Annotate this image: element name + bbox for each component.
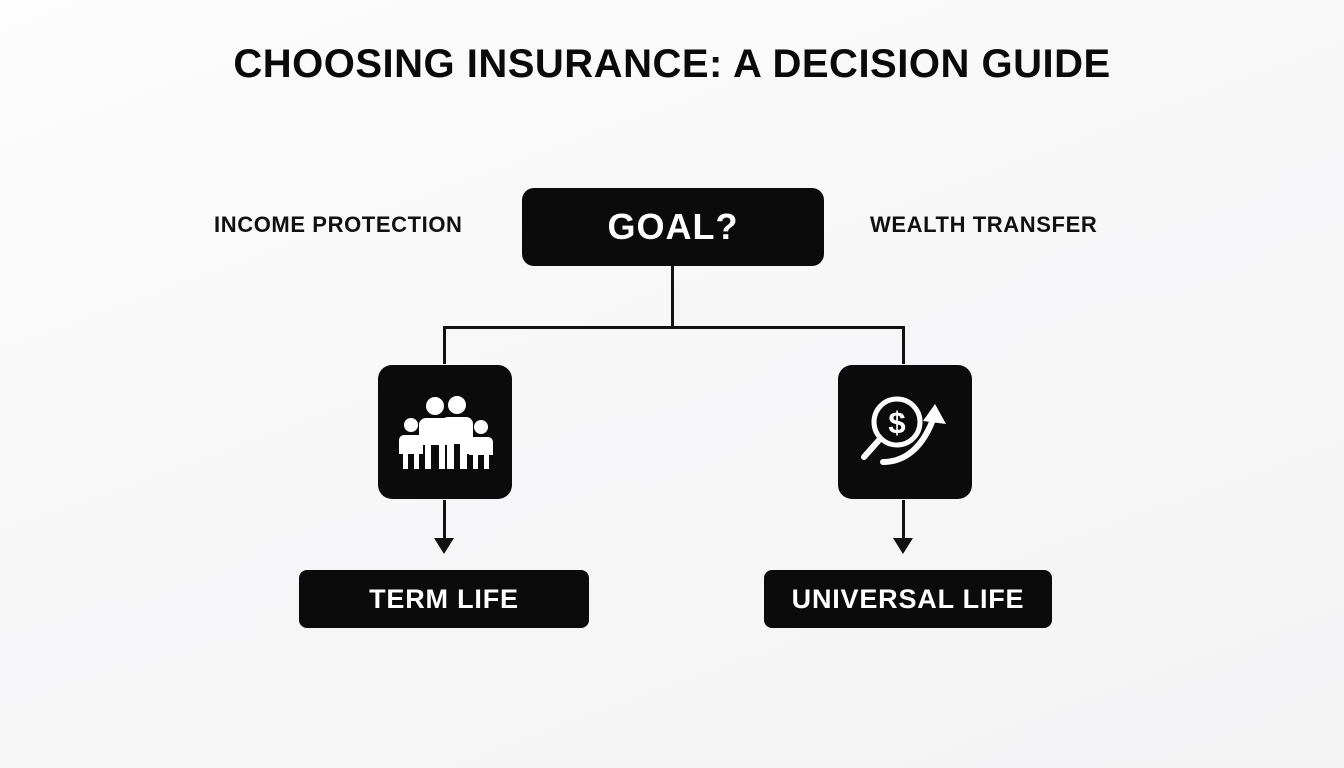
arrow-left-shaft: [443, 500, 446, 542]
money-growth-icon: [857, 388, 953, 476]
leaf-node-term-life[interactable]: [299, 570, 589, 628]
connector-right-drop: [902, 326, 905, 364]
arrow-left-head: [434, 538, 454, 554]
branch-caption-left: INCOME PROTECTION: [214, 212, 463, 237]
money-growth-icon-tile[interactable]: [838, 365, 972, 499]
root-node-label: GOAL?: [607, 206, 739, 247]
arrow-right-head: [893, 538, 913, 554]
branch-caption-right: WEALTH TRANSFER: [870, 212, 1098, 237]
connector-stem: [671, 266, 674, 328]
arrow-right-shaft: [902, 500, 905, 542]
root-node-goal[interactable]: [522, 188, 824, 266]
svg-text:$: $: [888, 405, 906, 440]
leaf-node-label: TERM LIFE: [369, 583, 519, 614]
family-icon-tile[interactable]: [378, 365, 512, 499]
connector-horizontal: [443, 326, 905, 329]
leaf-node-universal-life[interactable]: [764, 570, 1052, 628]
connector-left-drop: [443, 326, 446, 364]
page-title: CHOOSING INSURANCE: A DECISION GUIDE: [233, 42, 1111, 86]
family-icon: [397, 393, 493, 471]
leaf-node-label: UNIVERSAL LIFE: [791, 583, 1025, 614]
